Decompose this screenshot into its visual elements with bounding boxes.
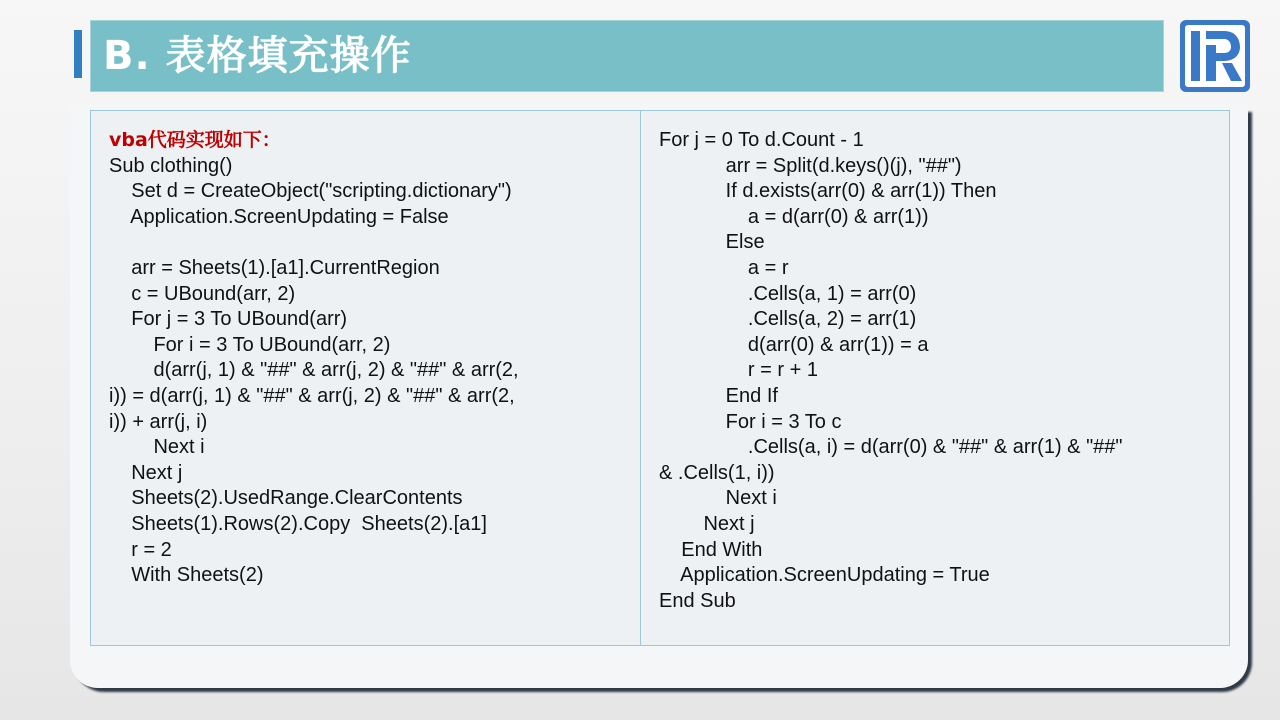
code-line: If d.exists(arr(0) & arr(1)) Then bbox=[659, 180, 997, 203]
code-line: End If bbox=[659, 384, 778, 407]
code-line: arr = Split(d.keys()(j), "##") bbox=[659, 154, 962, 177]
code-line: d(arr(j, 1) & "##" & arr(j, 2) & "##" & arr(2, bbox=[109, 359, 519, 382]
code-line: End Sub bbox=[659, 589, 736, 612]
code-heading: vba代码实现如下： bbox=[109, 129, 281, 151]
code-column-left bbox=[109, 128, 614, 589]
code-line: For j = 3 To UBound(arr) bbox=[109, 308, 348, 331]
code-line: Next j bbox=[109, 461, 183, 484]
code-line: arr = Sheets(1).[a1].CurrentRegion bbox=[109, 256, 440, 279]
code-line: r = 2 bbox=[109, 538, 172, 561]
code-line: For i = 3 To c bbox=[659, 410, 842, 433]
code-column-right bbox=[659, 128, 1214, 614]
code-line: Sub clothing() bbox=[109, 154, 233, 177]
code-line: .Cells(a, 2) = arr(1) bbox=[659, 308, 917, 331]
code-line: For i = 3 To UBound(arr, 2) bbox=[109, 333, 391, 356]
code-line: i)) + arr(j, i) bbox=[109, 410, 208, 433]
code-line: Next i bbox=[109, 436, 205, 459]
code-line: r = r + 1 bbox=[659, 359, 818, 382]
code-line: With Sheets(2) bbox=[109, 564, 264, 587]
code-line: Sheets(2).UsedRange.ClearContents bbox=[109, 487, 463, 510]
code-line: Application.ScreenUpdating = False bbox=[109, 205, 449, 228]
code-line: d(arr(0) & arr(1)) = a bbox=[659, 333, 929, 356]
code-line: & .Cells(1, i)) bbox=[659, 461, 775, 484]
slide-title: B. 表格填充操作 bbox=[103, 33, 412, 79]
column-divider bbox=[640, 110, 641, 646]
code-line: c = UBound(arr, 2) bbox=[109, 282, 296, 305]
code-line: Application.ScreenUpdating = True bbox=[659, 564, 990, 587]
code-line: Next j bbox=[659, 512, 755, 535]
code-line: a = r bbox=[659, 256, 789, 279]
code-line: Sheets(1).Rows(2).Copy Sheets(2).[a1] bbox=[109, 512, 487, 535]
code-line bbox=[109, 230, 614, 256]
code-line: .Cells(a, 1) = arr(0) bbox=[659, 282, 917, 305]
code-line: Next i bbox=[659, 487, 777, 510]
code-line: End With bbox=[659, 538, 763, 561]
code-line: Else bbox=[659, 231, 765, 254]
code-line: For j = 0 To d.Count - 1 bbox=[659, 129, 864, 151]
code-line: .Cells(a, i) = d(arr(0) & "##" & arr(1) & "##" bbox=[659, 436, 1123, 459]
title-accent-bar bbox=[74, 30, 82, 78]
code-line: i)) = d(arr(j, 1) & "##" & arr(j, 2) & "##" & arr(2, bbox=[109, 384, 515, 407]
title-banner bbox=[90, 20, 1164, 92]
r-logo-icon bbox=[1180, 20, 1250, 92]
code-line: Set d = CreateObject("scripting.dictionary") bbox=[109, 180, 512, 203]
code-line: a = d(arr(0) & arr(1)) bbox=[659, 205, 929, 228]
